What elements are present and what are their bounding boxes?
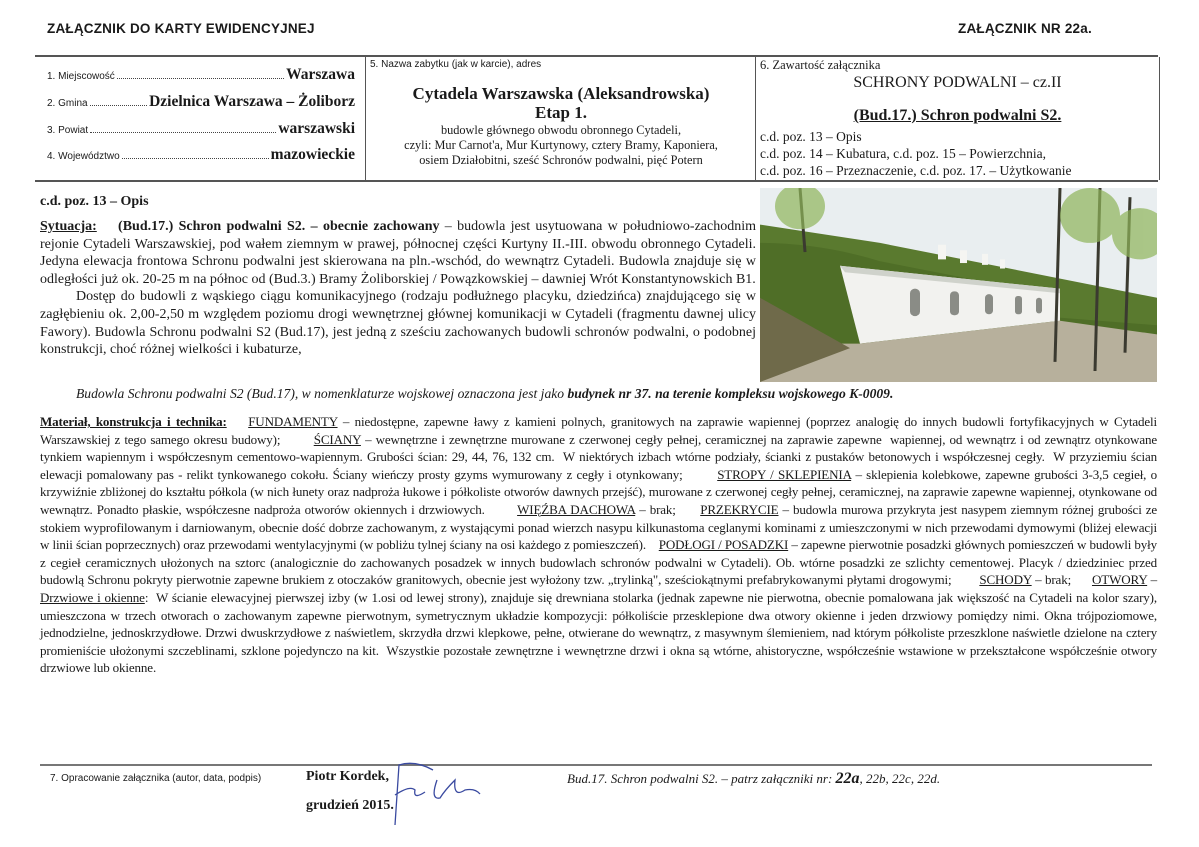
designation-text: Budowla Schronu podwalni S2 (Bud.17), w nomenklaturze wojskowej oznaczona jest jako [76,386,568,401]
material-heading: FUNDAMENTY [248,414,338,429]
author-name: Piotr Kordek, [306,769,389,784]
info-table [35,55,1158,182]
photo-illustration [760,188,1157,382]
contents-building: (Bud.17.) Schron podwalni S2. [853,107,1062,124]
field-label: 3. Powiat [47,125,89,136]
material-text: – zapewne pierwotnie posadzki głównych pomieszczeń w budowli były z cegieł ceramicznych ułożonych na sztorc (analogicznie do zachowanych posadzek w innych budowlach schronów podwalni w Cytadeli). Ob. wtórne posadzki ze szlichty cementowej. Placyk / dziedziniec przed budowlą Schronu pokryty pierwotnie zapewne brukiem z otoczaków granitowych, obecnie jest wyłożony tzw. „trylinką", sześciokątnymi prefabrykowanymi płytami drogowymi; [40,537,1161,588]
material-text: – brak; [1031,572,1092,588]
material-heading: Drzwiowe i okienne [40,589,145,605]
material-heading: SCHODY [979,572,1032,588]
designation-bold: budynek nr 37. na terenie kompleksu wojskowego K-0009. [567,386,894,401]
material-text: – niedostępne, zapewne ławy z kamieni polnych, granitowych na zaprawie wapiennej (poprzez analogię do innych budowli fortyfikacyjnych w Cytadeli Warszawskiej z tego samego okresu budowy); [40,414,1160,447]
field-label: 4. Województwo [47,151,120,162]
building-photo [760,188,1157,382]
location-row [47,93,355,111]
document-header-left: ZAŁĄCZNIK DO KARTY EWIDENCYJNEJ [47,21,315,36]
situation-paragraph: Dostęp do budowli z wąskiego ciągu komunikacyjnego (rodzaju podłużnego placyku, dziedzińca) znajdującego się w zagłębieniu ok. 2,00-2,50 m względem poziomu drogi wewnętrznej głównej komunikacji w Cytadeli (fragmentu dawnej ulicy Fawory). Budowla Schronu podwalni S2 (Bud.17), jest jedną z sześciu zachowanych budowli schronów podwalni, o podobnej konstrukcji, choć różnej wielkości i kubaturze, [40,289,756,358]
footer-label: 7. Opracowanie załącznika (autor, data, podpis) [50,773,262,784]
situation-section [40,218,756,359]
location-row [47,120,355,138]
material-label: Materiał, konstrukcja i technika: [40,414,227,429]
field-label: 2. Gmina [47,98,88,109]
situation-building: (Bud.17.) Schron podwalni S2. [118,219,306,234]
situation-state: – obecnie zachowany [305,219,440,234]
military-designation [40,386,1040,402]
contents-lines [760,128,1072,179]
location-row [47,146,355,164]
field-value: Warszawa [286,66,355,83]
description-line: czyli: Mur Carnot'a, Mur Kurtynowy, cztery Bramy, Kaponiera, [404,138,718,152]
field-value: Dzielnica Warszawa – Żoliborz [149,93,355,110]
material-text: – wewnętrzne i zewnętrzne murowane z czerwonej cegły pełnej, ceramicznej na zaprawie zapewne wapiennej, od wewnątrz i od zewnątrz otynkowane tynkiem wapiennym i współczesnym cementowo-wapiennym. Grubości ścian: 29, 44, 76, 132 cm. W niektórych izbach wtórne podziały, ścianki z pustaków betonowych i współczesnej cegły. W przyziemiu ścian elewacji pomalowany pas - relikt tynkowanego cokołu. Ściany wieńczy prosty gzyms wymurowany z cegły i otynkowany; [40,431,1161,482]
dotted-leader [117,77,284,79]
field-value: mazowieckie [270,146,355,163]
situation-label: Sytuacja: [40,219,97,234]
dotted-leader [90,131,276,133]
field-label: 1. Miejscowość [47,71,115,82]
material-section [40,413,1164,677]
material-heading: PRZEKRYCIE [700,501,779,517]
contents-label: 6. Zawartość załącznika [760,58,881,72]
document-header-right: ZAŁĄCZNIK NR 22a. [958,21,1092,36]
reference-others: , 22b, 22c, 22d. [859,771,941,786]
material-text: – budowla murowa przykryta jest nasypem ziemnym różnej grubości ze stokiem wyprofilowanym i darniowanym, obecnie dość dobrze zachowanym, z wystającymi ponad wierzch nasypu kilkunastoma ceglanymi kominami z umieszczonymi w nich przewodami dymowymi (bliżej elewacji w linii ścian poprzecznych) oraz przewodami wentylacyjnymi (w pobliżu tylnej ściany na osi każdego z pomieszczeń). [40,501,1161,553]
material-text: – sklepienia kolebkowe, zapewne grubości 3-3,5 cegieł, o krzywiźnie zbliżonej do kształtu półkola (w nich łunety oraz nadproża łukowe i półkoliste otworów dawnych przejść), murowane z czerwonej cegły pełnej, ceramicznej, na zaprawie zapewne wapiennej, otynkowane od wewnątrz. Ponadto płaskie, współczesne nadproża otworów okiennych i drzwiowych. [40,466,1161,517]
attachments-reference [567,770,940,788]
description-line: budowle głównego obwodu obronnego Cytadeli, [440,123,682,137]
material-text: – [1147,572,1164,588]
contents-line: c.d. poz. 14 – Kubatura, c.d. poz. 15 – Powierzchnia, [760,146,1047,161]
monument-column [365,57,756,180]
field-value: warszawski [278,120,355,137]
monument-description [366,123,756,168]
material-text [227,414,249,429]
monument-title: Cytadela Warszawska (Aleksandrowska) [412,84,710,103]
monument-stage: Etap 1. [535,103,587,122]
location-row [47,66,355,84]
contents-title: SCHRONY PODWALNI – cz.II [853,74,1062,91]
dotted-leader [122,157,269,159]
reference-text: Bud.17. Schron podwalni S2. – patrz załączniki nr: [567,771,836,786]
reference-current: 22a [835,770,860,787]
signature [385,760,495,830]
material-heading: PODŁOGI / POSADZKI [658,537,789,553]
section-title: c.d. poz. 13 – Opis [40,194,149,209]
situation-text: – budowla jest usytuowana w południowo-zachodnim rejonie Cytadeli Warszawskiej, pod wałem ziemnym w prawej, północnej części Kurtyny II.-III. obwodu obronnego Cytadeli. Jedyna elewacja frontowa Schronu podwalni jest skierowana na pln.-wschód, do wewnątrz Cytadeli. Budowla znajduje się w odległości już ok. 20-25 m na północ od (Bud.3.) Bramy Żoliborskiej / Powązkowskiej – dawniej Wrót Konstantynowskich B1. [40,219,756,287]
material-heading: OTWORY [1091,572,1148,588]
author-date: grudzień 2015. [306,798,394,813]
footer-divider [40,764,1152,766]
contents-line: c.d. poz. 13 – Opis [760,129,862,144]
contents-line: c.d. poz. 16 – Przeznaczenie, c.d. poz. 17. – Użytkowanie [760,163,1072,178]
dotted-leader [90,104,147,106]
monument-label: 5. Nazwa zabytku (jak w karcie), adres [370,59,542,70]
description-line: osiem Działobitni, sześć Schronów podwalni, pięć Potern [419,153,703,167]
material-heading: STROPY / SKLEPIENIA [717,466,852,482]
location-column [35,57,365,180]
contents-column [755,57,1160,180]
material-heading: WIĘŹBA DACHOWA [517,501,636,517]
material-heading: ŚCIANY [313,431,361,447]
material-text: : W ścianie elewacyjnej pierwszej izby (w 1.osi od lewej strony), znajduje się drewniana stolarka (jednak zapewne nie pierwotna, obecnie pomalowana jak większość na Cytadeli na kolor szary), umieszczona w trzech otworach o zachowanym zapewne pierwotnym, symetrycznym układzie kompozycji: półkoliście przesklepione dwa otwory okienne i jeden drzwiowy pomiędzy nimi. Okna trójpoziomowe, jednodzielne, jednoskrzydłowe. Drzwi dwuskrzydłowe z naświetlem, skrzydła drzwi klepkowe, pełne, otwierane do wewnątrz, z masywnym ślemieniem, nad którym półkoliste przeszklone naświetle dzielone na cztery promieniście ułożonymi szczeblinami, szklone pojedynczo na kit. Wszystkie pozostałe zewnętrzne i wewnętrzne drzwi i okna są wtórne, ahistoryczne, współcześnie wstawione w przekształcone współcześnie otwory drzwiowe lub okienne. [40,589,1161,676]
material-text: – brak; [635,501,701,517]
